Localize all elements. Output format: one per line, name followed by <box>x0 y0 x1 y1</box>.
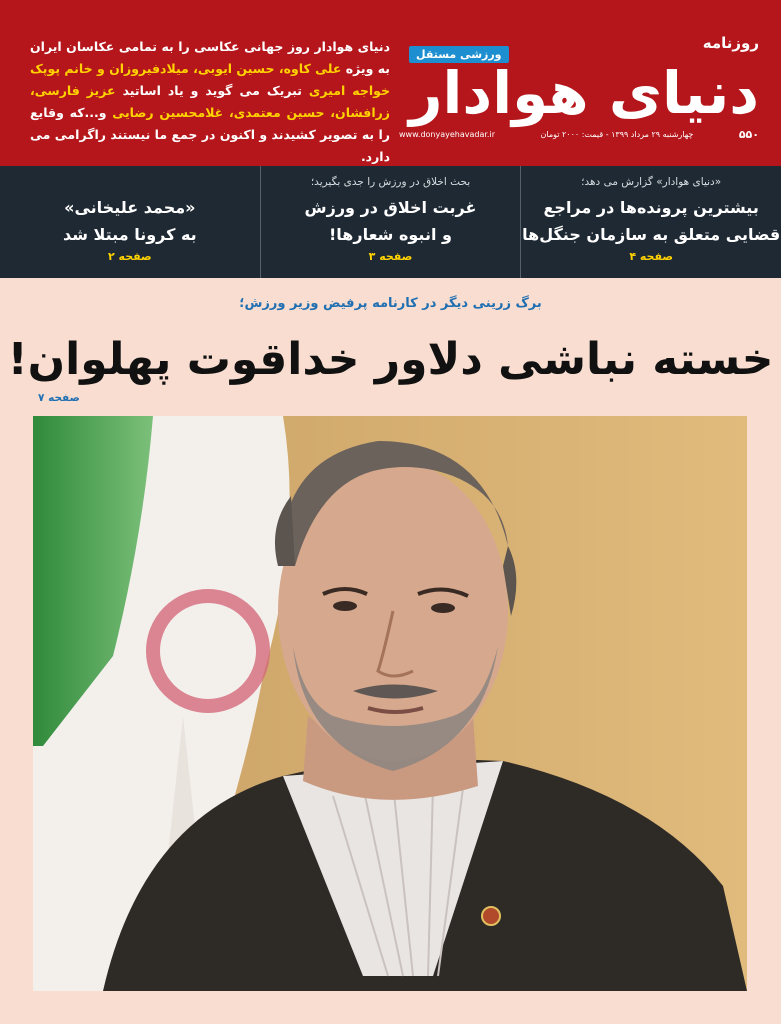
teaser-page: صفحه ۲ <box>107 250 152 263</box>
teaser-forest-cases[interactable] <box>520 166 781 278</box>
teaser-title-line2: به کرونا مبتلا شد <box>62 225 197 244</box>
teaser-title-line1: «محمد علیخانی» <box>64 198 196 217</box>
teaser-strip <box>0 166 781 278</box>
teaser-title-line2: و انبوه شعارها! <box>329 225 452 244</box>
cover-photo <box>33 416 747 991</box>
brand-name: دنیای هوادار <box>409 59 759 127</box>
notice-text-3: و...که وقایع را به تصویر کشیدند و اکنون در جمع ما نیستند راگرامی می دارد. <box>30 105 390 164</box>
teaser-alikhani[interactable] <box>0 166 260 278</box>
teaser-title-line1: بیشترین پرونده‌ها در مراجع <box>543 198 759 217</box>
teaser-kicker <box>0 176 260 194</box>
issue-line <box>399 128 759 141</box>
issue-date-price: چهارشنبه ۲۹ مرداد ۱۳۹۹ - قیمت: ۲۰۰۰ تومان <box>540 130 694 139</box>
teaser-ethics[interactable] <box>260 166 521 278</box>
masthead-logo[interactable] <box>399 28 759 158</box>
website-link[interactable]: www.donyayehavadar.ir <box>399 130 495 139</box>
main-kicker: برگ زرینی دیگر در کارنامه پرفیض وزیر ورزش؛ <box>239 296 542 311</box>
issue-number: ۵۵۰ <box>738 128 759 141</box>
brand-badge: ورزشی مستقل <box>409 46 509 63</box>
teaser-title-line1: غربت اخلاق در ورزش <box>304 198 477 217</box>
teaser-page: صفحه ۳ <box>368 250 413 263</box>
cover-photo-illustration <box>33 416 747 991</box>
notice-highlight-2: عزیز فارسی، زرافشان، حسین معتمدی، غلامحسین رضایی <box>30 83 391 120</box>
photography-day-notice <box>30 36 390 168</box>
masthead-band <box>0 0 781 166</box>
notice-highlight-1: علی کاوه، حسین ایوبی، میلادفیروزان و خانم پوپک خواجه امیری <box>30 61 391 98</box>
brand-tag: روزنامه <box>702 34 759 52</box>
notice-text-2: تبریک می گوید و یاد اساتید <box>115 83 309 98</box>
teaser-kicker: «دنیای هوادار» گزارش می دهد؛ <box>581 176 722 188</box>
main-headline-page: صفحه ۷ <box>38 392 80 404</box>
teaser-kicker: بحث اخلاق در ورزش را جدی بگیرید؛ <box>310 176 471 188</box>
teaser-page: صفحه ۴ <box>629 250 674 263</box>
notice-text-1: دنیای هوادار روز جهانی عکاسی را به تمامی عکاسان ایران به ویژه <box>30 39 390 76</box>
teaser-title-line2: قضایی متعلق به سازمان جنگل‌ها <box>522 225 781 244</box>
main-headline[interactable]: خسته نباشی دلاور خداقوت پهلوان! <box>7 334 774 385</box>
